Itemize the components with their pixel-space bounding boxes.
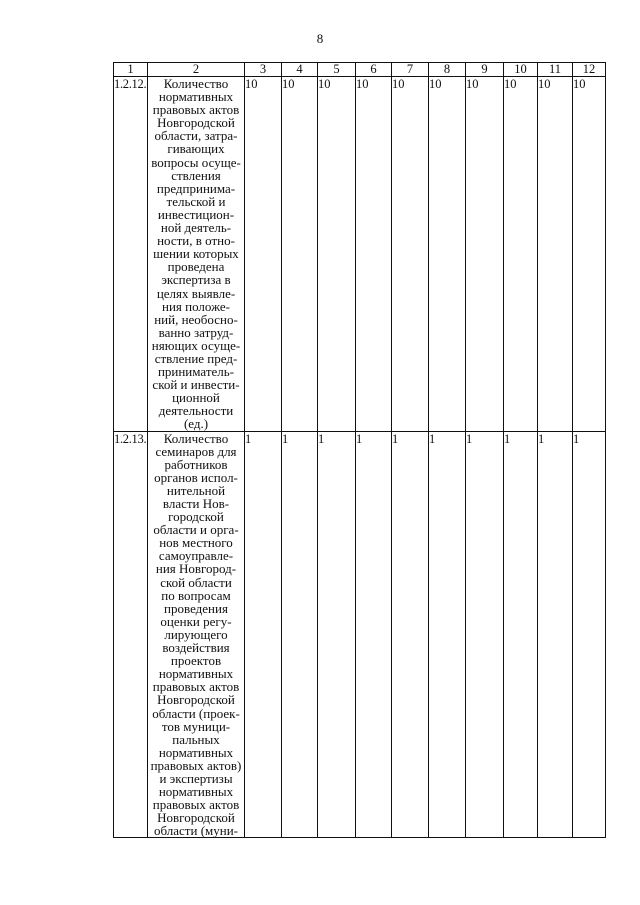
row-value: 1 bbox=[504, 431, 538, 838]
row-value: 1 bbox=[573, 431, 606, 838]
description-line: Новгородской bbox=[157, 692, 235, 708]
row-value: 1 bbox=[245, 431, 282, 838]
column-header: 10 bbox=[504, 63, 538, 77]
description-line: оценки регу- bbox=[160, 613, 232, 629]
description-line: предпринима- bbox=[156, 180, 236, 196]
description-line: правовых актов bbox=[152, 797, 240, 813]
row-description bbox=[148, 431, 245, 838]
column-header: 11 bbox=[538, 63, 573, 77]
description-line: городской bbox=[168, 509, 224, 525]
description-line: проектов bbox=[170, 653, 222, 669]
description-line: правовых актов bbox=[152, 679, 240, 695]
description-line: области и орга- bbox=[153, 522, 239, 538]
column-header: 9 bbox=[466, 63, 504, 77]
description-line: (ед.) bbox=[183, 416, 209, 432]
description-line: шении которых bbox=[153, 246, 239, 262]
description-line: пальных bbox=[172, 731, 220, 747]
description-line: правовых актов) bbox=[150, 757, 242, 773]
row-value: 10 bbox=[429, 77, 466, 432]
column-header: 12 bbox=[573, 63, 606, 77]
description-line: гивающих bbox=[167, 141, 225, 157]
column-header: 2 bbox=[148, 63, 245, 77]
table-row bbox=[114, 77, 606, 432]
description-line: ванно затруд- bbox=[158, 324, 234, 340]
description-line: нормативных bbox=[158, 89, 234, 105]
indicators-table bbox=[113, 62, 606, 838]
row-value: 1 bbox=[466, 431, 504, 838]
description-line: инвестицион- bbox=[157, 206, 235, 222]
description-line: Новгородской bbox=[157, 115, 235, 131]
description-line: ционной bbox=[172, 390, 220, 406]
description-line: воздействия bbox=[162, 640, 230, 656]
description-line: ской и инвести- bbox=[152, 377, 240, 393]
description-line: ствление пред- bbox=[154, 350, 238, 366]
column-header: 5 bbox=[318, 63, 356, 77]
row-value: 1 bbox=[356, 431, 392, 838]
row-code: 1.2.12. bbox=[114, 77, 148, 432]
description-line: ной деятель- bbox=[160, 220, 232, 236]
row-value: 1 bbox=[429, 431, 466, 838]
row-value: 1 bbox=[392, 431, 429, 838]
row-value: 10 bbox=[573, 77, 606, 432]
description-line: лирующего bbox=[164, 626, 228, 642]
column-header: 3 bbox=[245, 63, 282, 77]
description-line: работников bbox=[164, 456, 228, 472]
description-line: целях выявле- bbox=[156, 285, 236, 301]
description-line: ний, необосно- bbox=[154, 311, 238, 327]
description-line: экспертиза в bbox=[161, 272, 231, 288]
row-value: 10 bbox=[282, 77, 318, 432]
description-line: ности, в отно- bbox=[157, 233, 235, 249]
page-number: 8 bbox=[316, 31, 324, 46]
description-line: ния Новгород- bbox=[155, 561, 237, 577]
description-line: тов муници- bbox=[161, 718, 231, 734]
row-value: 1 bbox=[282, 431, 318, 838]
description-line: власти Нов- bbox=[162, 496, 230, 511]
row-value: 10 bbox=[245, 77, 282, 432]
description-line: нормативных bbox=[158, 784, 234, 800]
description-line: Количество bbox=[163, 76, 229, 91]
description-line: проведения bbox=[164, 600, 228, 616]
description-line: нормативных bbox=[158, 666, 234, 682]
description-line: ствления bbox=[171, 167, 221, 183]
row-value: 10 bbox=[466, 77, 504, 432]
description-line: области, затра- bbox=[154, 128, 238, 144]
description-line: области (проек- bbox=[152, 705, 240, 721]
row-value: 10 bbox=[318, 77, 356, 432]
description-line: деятельности bbox=[158, 403, 234, 419]
row-value: 10 bbox=[504, 77, 538, 432]
description-line: Количество bbox=[163, 430, 229, 446]
description-line: семинаров для bbox=[155, 443, 237, 459]
column-header: 7 bbox=[392, 63, 429, 77]
description-line: приниматель- bbox=[157, 364, 235, 380]
description-line: правовых актов bbox=[152, 102, 240, 118]
description-line: ния положе- bbox=[161, 298, 230, 314]
row-value: 1 bbox=[318, 431, 356, 838]
row-description bbox=[148, 77, 245, 432]
description-line: Новгородской bbox=[157, 810, 235, 826]
description-line: тельской и bbox=[166, 193, 226, 209]
description-line: проведена bbox=[167, 259, 225, 275]
row-value: 10 bbox=[392, 77, 429, 432]
description-line: ской области bbox=[160, 574, 232, 590]
description-line: нительной bbox=[166, 482, 226, 498]
column-number-row bbox=[114, 63, 606, 77]
row-value: 1 bbox=[538, 431, 573, 838]
description-line: няющих осуще- bbox=[151, 337, 241, 353]
description-line: нов местного bbox=[159, 535, 233, 551]
description-line: и экспертизы bbox=[159, 770, 233, 786]
row-code: 1.2.13. bbox=[114, 431, 148, 838]
row-value: 10 bbox=[538, 77, 573, 432]
column-header: 1 bbox=[114, 63, 148, 77]
description-line: самоуправле- bbox=[158, 548, 234, 564]
description-line: области (муни- bbox=[153, 823, 238, 839]
column-header: 4 bbox=[282, 63, 318, 77]
column-header: 8 bbox=[429, 63, 466, 77]
description-line: вопросы осуще- bbox=[151, 154, 241, 170]
column-header: 6 bbox=[356, 63, 392, 77]
row-value: 10 bbox=[356, 77, 392, 432]
description-line: нормативных bbox=[158, 744, 234, 760]
description-line: по вопросам bbox=[161, 587, 231, 603]
table-row bbox=[114, 431, 606, 838]
description-line: органов испол- bbox=[154, 469, 238, 485]
